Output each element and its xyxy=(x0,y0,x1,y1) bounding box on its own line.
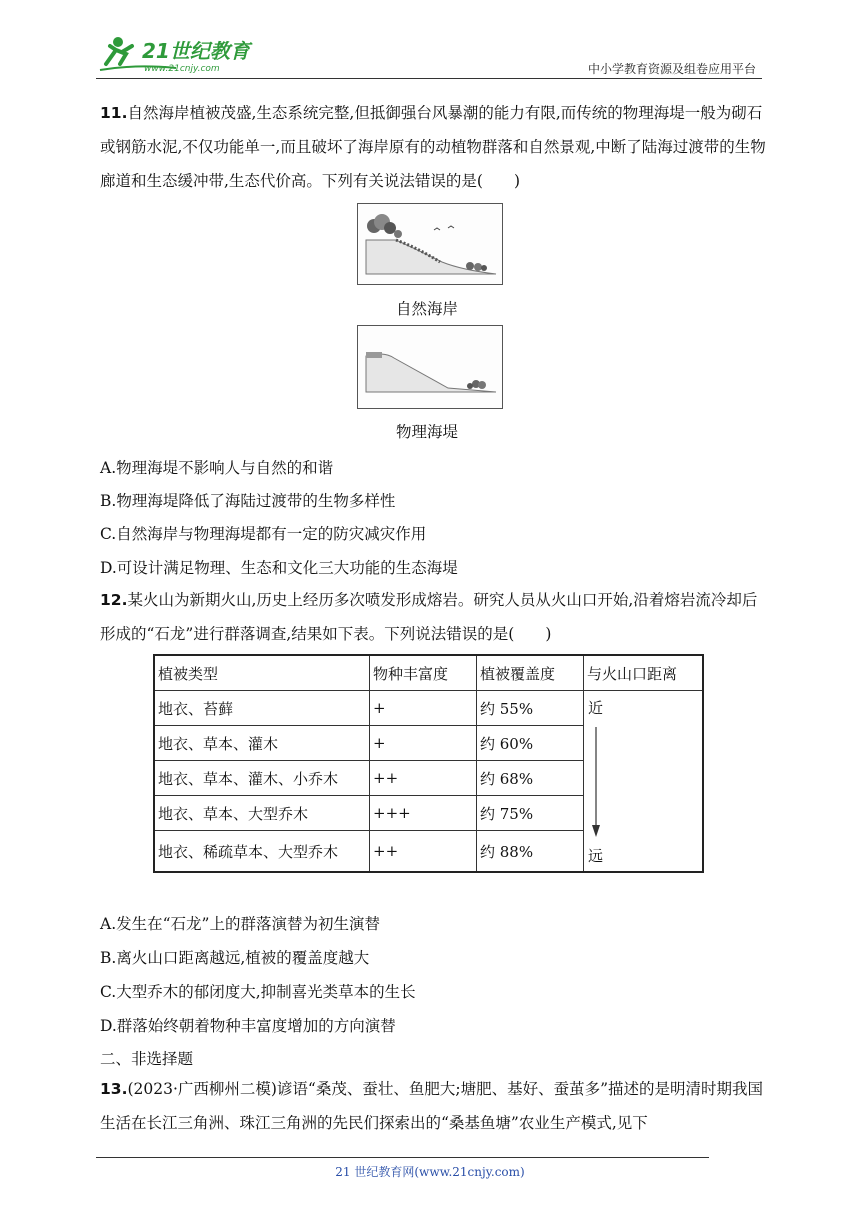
table-cell: 约 55% xyxy=(477,691,584,726)
svg-text:21世纪教育: 21世纪教育 xyxy=(142,39,250,63)
option-d: D.群落始终朝着物种丰富度增加的方向演替 xyxy=(100,1017,396,1035)
table-cell: + xyxy=(370,691,477,726)
table-cell: 约 88% xyxy=(477,831,584,873)
table-cell: 约 75% xyxy=(477,796,584,831)
near-label: 近 xyxy=(588,699,604,717)
table-cell: + xyxy=(370,726,477,761)
question-12-stem xyxy=(100,583,768,651)
question-text: (2023·广西柳州二模)谚语“桑茂、蚕壮、鱼肥大;塘肥、基好、蚕茧多”描述的是明清时期我国生活在长江三角洲、珠江三角洲的先民们探索出的“桑基鱼塘”农业生产模式,见下 xyxy=(100,1080,764,1132)
table-cell: 地衣、草本、灌木 xyxy=(154,726,370,761)
table-cell: ++ xyxy=(370,831,477,873)
natural-coast-figure xyxy=(357,203,503,285)
question-number: 12. xyxy=(100,591,128,609)
table-cell: ++ xyxy=(370,761,477,796)
platform-name: 中小学教育资源及组卷应用平台 xyxy=(587,62,756,76)
arrow-down-icon xyxy=(590,727,602,839)
option-a: A.发生在“石龙”上的群落演替为初生演替 xyxy=(100,915,380,933)
figure-caption: 物理海堤 xyxy=(396,423,459,441)
vegetation-table xyxy=(153,654,704,873)
section-heading: 二、非选择题 xyxy=(100,1050,194,1068)
svg-text:www.21cnjy.com: www.21cnjy.com xyxy=(144,64,220,74)
table-row xyxy=(154,691,703,726)
distance-cell xyxy=(584,691,704,873)
question-number: 11. xyxy=(100,104,128,122)
option-c: C.大型乔木的郁闭度大,抑制喜光类草本的生长 xyxy=(100,983,416,1001)
page-header xyxy=(96,30,762,79)
question-text: 某火山为新期火山,历史上经历多次喷发形成熔岩。研究人员从火山口开始,沿着熔岩流冷却后形成的“石龙”进行群落调查,结果如下表。下列说法错误的是( ) xyxy=(100,591,758,643)
option-a: A.物理海堤不影响人与自然的和谐 xyxy=(100,459,334,477)
question-11-stem xyxy=(100,96,768,198)
table-header-row xyxy=(154,655,703,691)
table-header: 植被覆盖度 xyxy=(477,655,584,691)
page-footer: 21 世纪教育网(www.21cnjy.com) xyxy=(335,1165,525,1179)
table-cell: 地衣、草本、大型乔木 xyxy=(154,796,370,831)
option-b: B.物理海堤降低了海陆过渡带的生物多样性 xyxy=(100,492,396,510)
table-cell: 约 60% xyxy=(477,726,584,761)
question-text: 自然海岸植被茂盛,生态系统完整,但抵御强台风暴潮的能力有限,而传统的物理海堤一般为砌石或钢筋水泥,不仅功能单一,而且破坏了海岸原有的动植物群落和自然景观,中断了陆海过渡带的生物廊道和生态缓冲带,生态代价高。下列有关说法错误的是( ) xyxy=(100,104,766,190)
physical-seawall-figure xyxy=(357,325,503,409)
site-logo xyxy=(96,34,266,74)
table-header: 物种丰富度 xyxy=(370,655,477,691)
table-header: 植被类型 xyxy=(154,655,370,691)
table-header: 与火山口距离 xyxy=(584,655,704,691)
table-cell: +++ xyxy=(370,796,477,831)
option-d: D.可设计满足物理、生态和文化三大功能的生态海堤 xyxy=(100,559,458,577)
table-cell: 地衣、稀疏草本、大型乔木 xyxy=(154,831,370,873)
question-13-stem xyxy=(100,1072,768,1140)
figure-caption: 自然海岸 xyxy=(396,300,459,318)
far-label: 远 xyxy=(588,847,604,865)
option-c: C.自然海岸与物理海堤都有一定的防灾减灾作用 xyxy=(100,525,427,543)
table-cell: 地衣、苔藓 xyxy=(154,691,370,726)
footer-divider xyxy=(96,1157,709,1158)
table-cell: 约 68% xyxy=(477,761,584,796)
option-b: B.离火山口距离越远,植被的覆盖度越大 xyxy=(100,949,370,967)
question-number: 13. xyxy=(100,1080,128,1098)
table-cell: 地衣、草本、灌木、小乔木 xyxy=(154,761,370,796)
